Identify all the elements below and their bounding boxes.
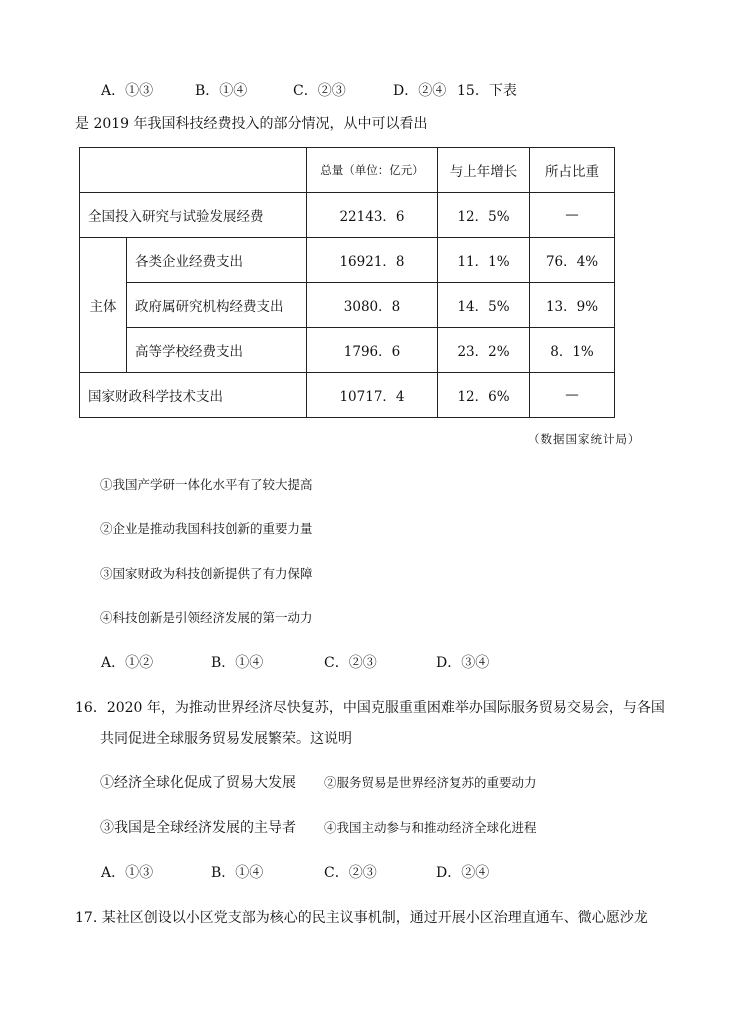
table-row — [80, 283, 615, 328]
row-label: 各类企业经费支出 — [127, 238, 307, 283]
q15-option-b: B．①④ — [211, 655, 264, 671]
row-growth: 23．2% — [438, 328, 530, 373]
tech-funding-table — [79, 147, 615, 418]
row-label: 高等学校经费支出 — [127, 328, 307, 373]
q15-statement-4: ④科技创新是引领经济发展的第一动力 — [100, 610, 313, 625]
table-row — [80, 238, 615, 283]
q16-option-b: B．①④ — [211, 865, 264, 881]
q16-statement-1: ①经济全球化促成了贸易大发展 — [100, 775, 296, 791]
row-growth: 14．5% — [438, 283, 530, 328]
row-share: 13．9% — [530, 283, 615, 328]
row-label: 国家财政科学技术支出 — [80, 373, 307, 418]
q16-stem-line2: 共同促进全球服务贸易发展繁荣。这说明 — [100, 731, 352, 747]
q15-option-c: C．②③ — [324, 655, 377, 671]
table-header-row — [80, 148, 615, 193]
q14-option-d: D．②④ — [393, 83, 447, 99]
row-share: 76．4% — [530, 238, 615, 283]
table-header-empty — [80, 148, 307, 193]
row-share: 8．1% — [530, 328, 615, 373]
q16-option-d: D．②④ — [436, 865, 490, 881]
q17-stem-line1: 17. 某社区创设以小区党支部为核心的民主议事机制，通过开展小区治理直通车、微心愿沙龙 — [75, 910, 648, 926]
q14-option-a: A．①③ — [101, 83, 154, 99]
row-label: 全国投入研究与试验发展经费 — [80, 193, 307, 238]
q16-stem-line1: 16．2020 年，为推动世界经济尽快复苏，中国克服重重困难举办国际服务贸易交易会，与各国 — [75, 700, 665, 716]
q14-option-b: B．①④ — [195, 83, 248, 99]
row-growth: 11．1% — [438, 238, 530, 283]
row-total: 22143．6 — [307, 193, 438, 238]
q14-option-c: C．②③ — [293, 83, 346, 99]
q16-statement-2: ②服务贸易是世界经济复苏的重要动力 — [324, 775, 537, 790]
q16-statement-4: ④我国主动参与和推动经济全球化进程 — [324, 820, 537, 835]
table-header-share: 所占比重 — [530, 148, 615, 193]
table-row — [80, 193, 615, 238]
q15-statement-3: ③国家财政为科技创新提供了有力保障 — [100, 566, 313, 581]
q15-option-a: A．①② — [101, 655, 154, 671]
table-header-growth: 与上年增长 — [438, 148, 530, 193]
q15-stem: 是 2019 年我国科技经费投入的部分情况，从中可以看出 — [75, 116, 428, 132]
row-total: 1796．6 — [307, 328, 438, 373]
q15-statement-1: ①我国产学研一体化水平有了较大提高 — [100, 477, 313, 492]
q15-statement-2: ②企业是推动我国科技创新的重要力量 — [100, 521, 313, 536]
row-label: 政府属研究机构经费支出 — [127, 283, 307, 328]
q15-number: 15．下表 — [457, 83, 517, 99]
table-header-total: 总量（单位：亿元） — [307, 148, 438, 193]
row-total: 3080．8 — [307, 283, 438, 328]
row-share: — — [530, 373, 615, 418]
row-total: 10717．4 — [307, 373, 438, 418]
q15-option-d: D．③④ — [436, 655, 490, 671]
row-growth: 12．6% — [438, 373, 530, 418]
q16-statement-3: ③我国是全球经济发展的主导者 — [100, 820, 296, 836]
row-growth: 12．5% — [438, 193, 530, 238]
row-group-label: 主体 — [80, 238, 127, 373]
table-row — [80, 328, 615, 373]
q16-option-c: C．②③ — [324, 865, 377, 881]
q16-option-a: A．①③ — [101, 865, 154, 881]
row-share: — — [530, 193, 615, 238]
table-row — [80, 373, 615, 418]
table-source: （数据国家统计局） — [528, 432, 641, 446]
row-total: 16921．8 — [307, 238, 438, 283]
